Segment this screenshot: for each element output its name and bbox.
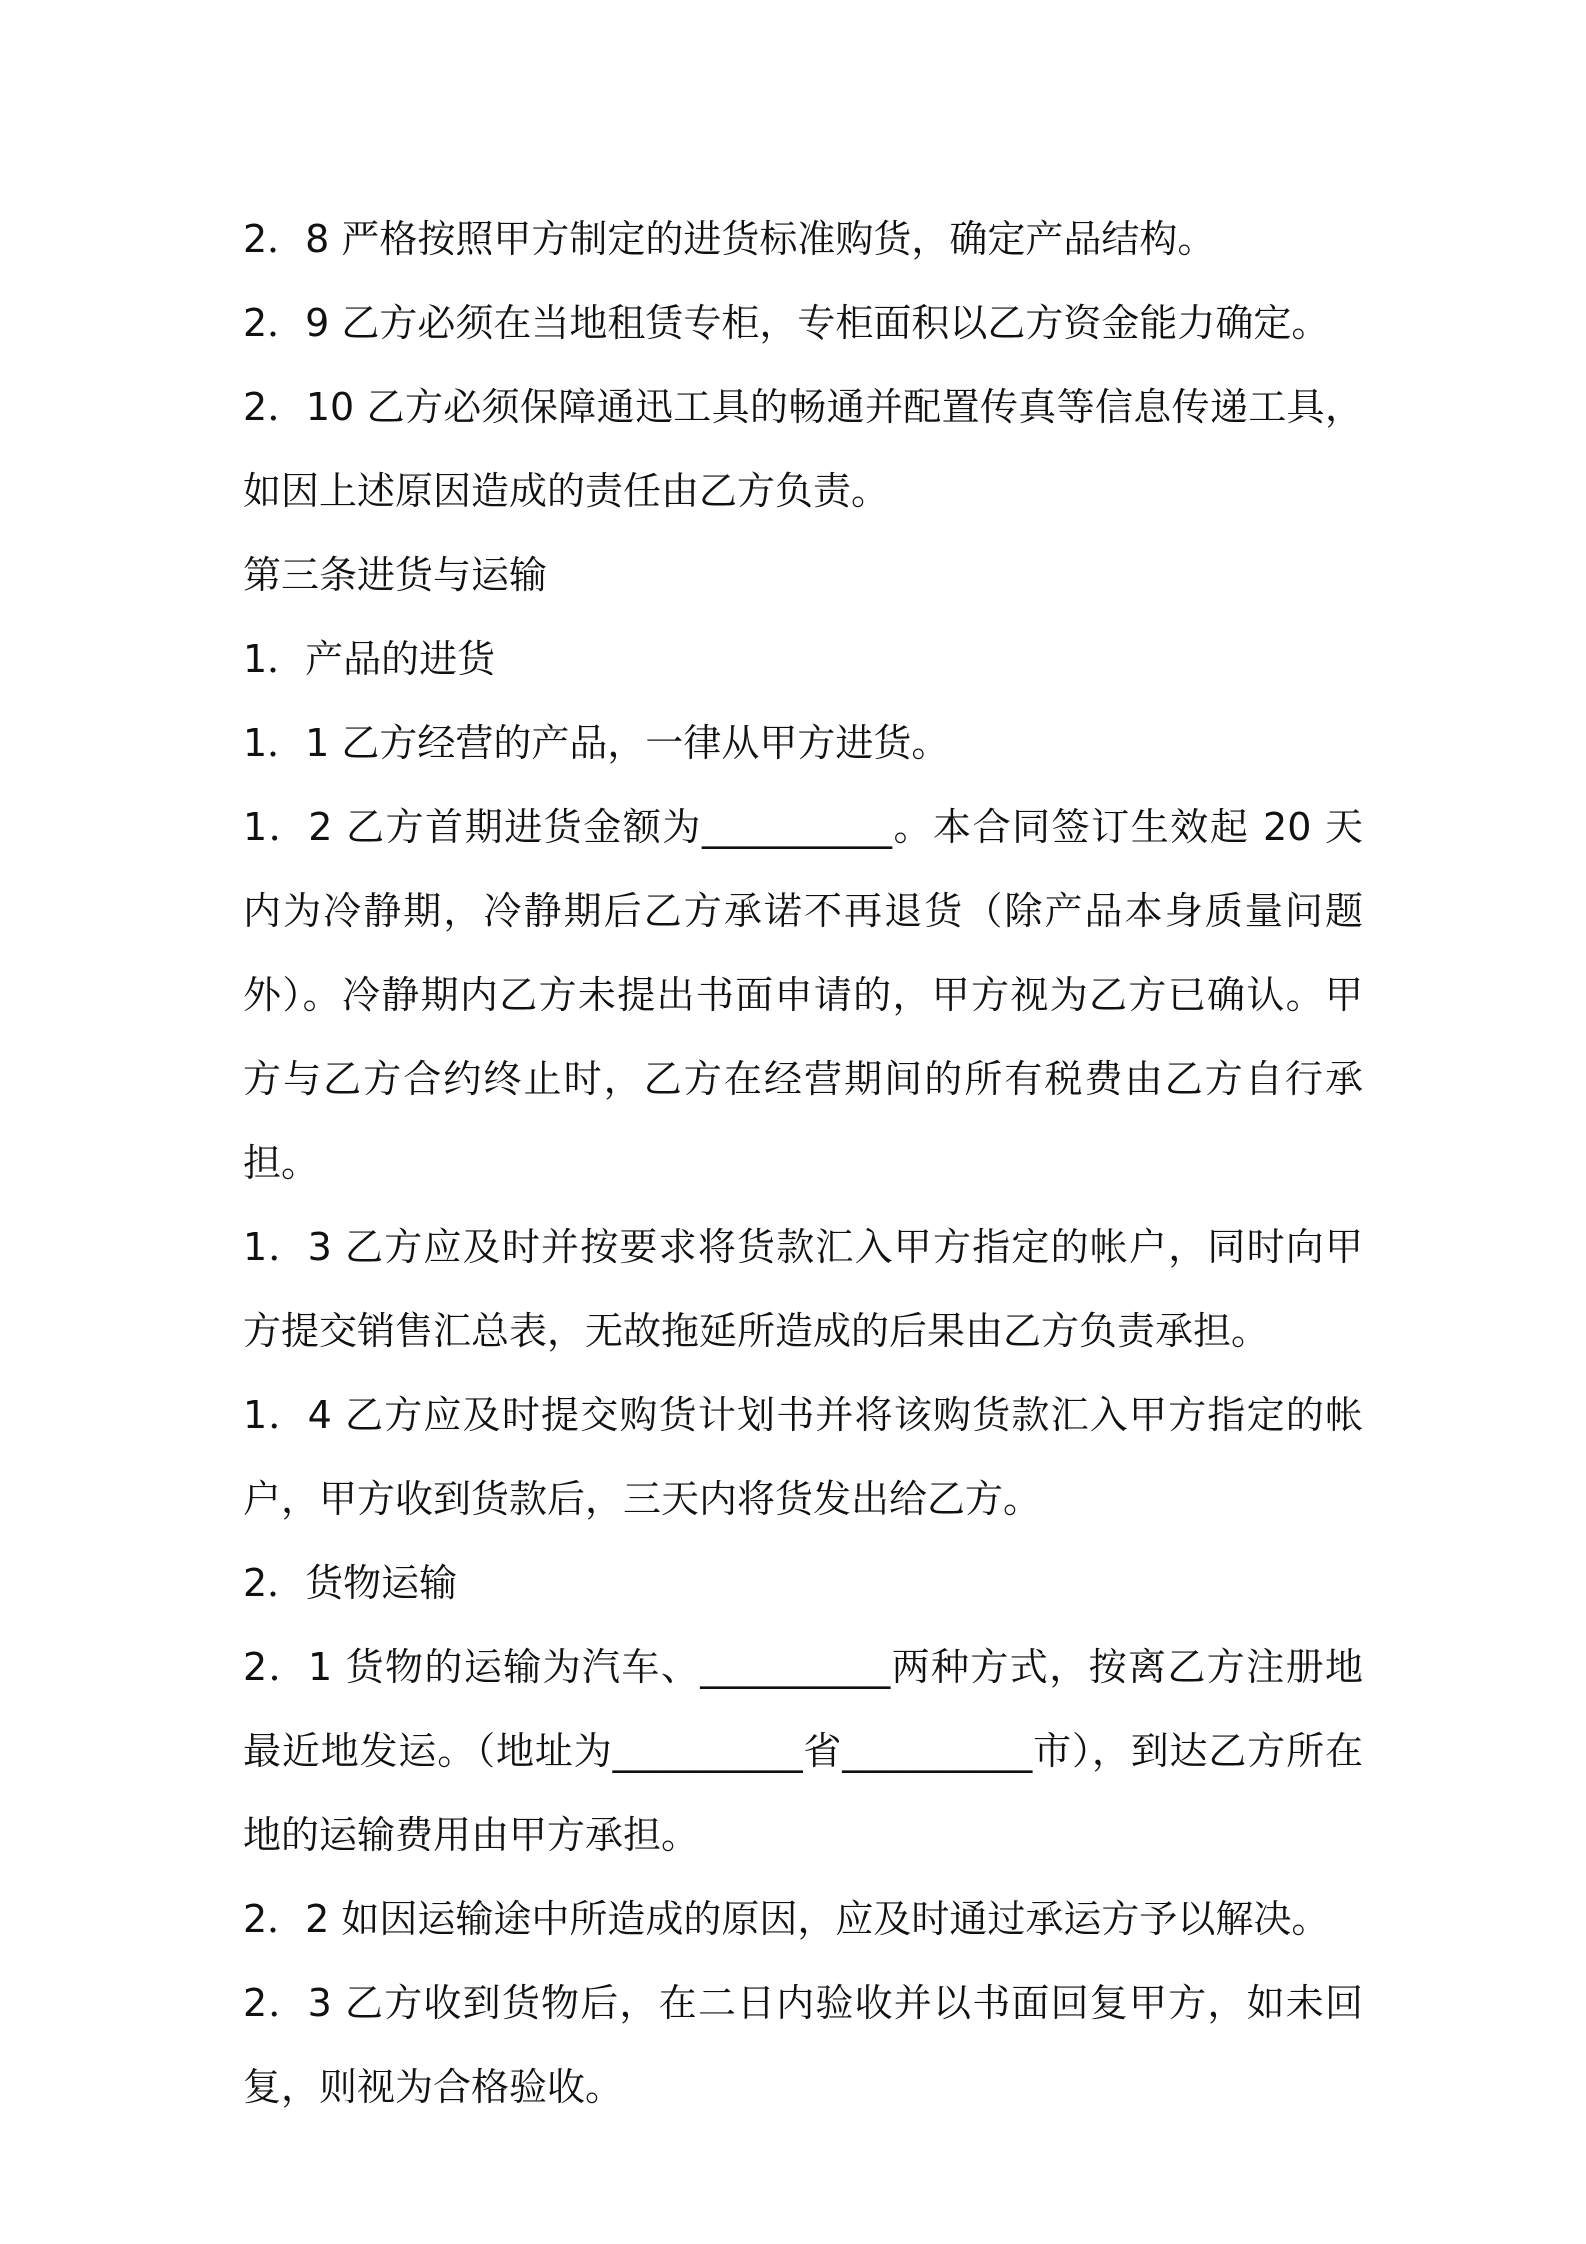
clause-2-2: 2．2 如因运输途中所造成的原因，应及时通过承运方予以解决。 <box>243 1897 1330 1941</box>
clause-2-10: 2．10 乙方必须保障通迅工具的畅通并配置传真等信息传递工具，如因上述原因造成的责任由乙方负责。 <box>243 385 1363 513</box>
clause-1-4: 1．4 乙方应及时提交购货计划书并将该购货款汇入甲方指定的帐户，甲方收到货款后，三天内将货发出给乙方。 <box>243 1393 1363 1521</box>
clause-2-1: 2．1 货物的运输为汽车、__________两种方式，按离乙方注册地最近地发运。（地址为__________省__________市），到达乙方所在地的运输费用由甲方承担。 <box>243 1645 1363 1857</box>
section-1-heading: 1．产品的进货 <box>243 637 496 681</box>
clause-2-3: 2．3 乙方收到货物后，在二日内验收并以书面回复甲方，如未回复，则视为合格验收。 <box>243 1981 1363 2109</box>
clause-2-8: 2．8 严格按照甲方制定的进货标准购货，确定产品结构。 <box>243 217 1216 261</box>
clause-1-1: 1．1 乙方经营的产品，一律从甲方进货。 <box>243 721 950 765</box>
article-3-heading: 第三条进货与运输 <box>243 553 548 597</box>
clause-2-9: 2．9 乙方必须在当地租赁专柜，专柜面积以乙方资金能力确定。 <box>243 301 1330 345</box>
document-body <box>243 197 1363 2129</box>
clause-1-3: 1．3 乙方应及时并按要求将货款汇入甲方指定的帐户，同时向甲方提交销售汇总表，无故拖延所造成的后果由乙方负责承担。 <box>243 1225 1363 1353</box>
section-2-heading: 2．货物运输 <box>243 1561 458 1605</box>
clause-1-2: 1．2 乙方首期进货金额为__________。本合同签订生效起 20 天内为冷静期，冷静期后乙方承诺不再退货（除产品本身质量问题外）。冷静期内乙方未提出书面申请的，甲方视为乙方已确认。甲方与乙方合约终止时，乙方在经营期间的所有税费由乙方自行承担。 <box>243 805 1363 1185</box>
